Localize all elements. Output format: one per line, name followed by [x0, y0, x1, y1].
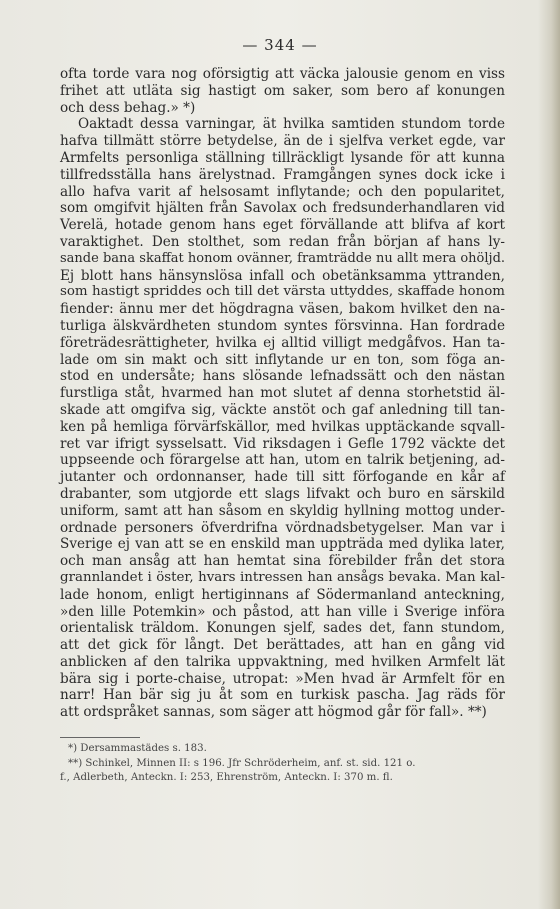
footnote-continuation: f., Adlerbeth, Anteckn. I: 253, Ehrenström, Anteckn. I: 370 m. fl.	[60, 772, 393, 783]
text-line: uniform, samt att han såsom en skyldig hyllning mottog under-	[60, 502, 505, 519]
text-line: ofta torde vara nog oförsigtig att väcka jalousie genom en viss	[60, 66, 505, 82]
footnote: **) Schinkel, Minnen II: s 196. Jfr Schröderheim, anf. st. sid. 121 o.	[68, 757, 416, 769]
text-line: som omgifvit hjälten från Savolax och fredsunderhandlaren vid	[60, 200, 505, 217]
text-line: hafva tillmätt större betydelse, än de i sjelfva verket egde, var	[60, 133, 505, 150]
text-line: lade honom, enligt hertiginnans af Södermanland anteckning,	[60, 586, 505, 603]
footnote-divider	[60, 737, 140, 738]
text-line: uppseende och förargelse att han, utom en talrik betjening, ad-	[60, 452, 505, 469]
text-line: Ej blott hans hänsynslösa infall och obetänksamma yttranden,	[60, 267, 505, 284]
text-line: »den lille Potemkin» och påstod, att han ville i Sverige införa	[60, 603, 505, 620]
text-line: frihet att utläta sig hastigt om saker, som bero af konungen	[60, 82, 505, 99]
text-line: bära sig i porte-chaise, utropat: »Men hvad är Armfelt för en	[60, 670, 505, 687]
text-line: furstliga ståt, hvarmed han mot slutet af denna storhetstid äl-	[60, 385, 505, 402]
footnotes	[60, 742, 505, 786]
text-line: jutanter och ordonnanser, hade till sitt förfogande en kår af	[60, 469, 505, 486]
text-line: varaktighet. Den stolthet, som redan från början af hans ly-	[60, 233, 505, 250]
text-line: och dess behag.» *)	[60, 99, 196, 116]
text-line: fiender: ännu mer det högdragna väsen, bakom hvilket den na-	[60, 301, 505, 318]
text-line: ordnade personers öfverdrifna vördnadsbetygelser. Man var i	[60, 519, 505, 536]
text-line: företrädesrättigheter, hvilka ej alltid villigt medgåfvos. Han ta-	[60, 334, 505, 351]
text-line: narr! Han bär sig ju åt som en turkisk pascha. Jag räds för	[60, 687, 505, 704]
body-text	[60, 66, 505, 721]
text-line: och man ansåg att han hemtat sina förebilder från det stora	[60, 553, 505, 570]
text-line: turliga älskvärdheten stundom syntes försvinna. Han fordrade	[60, 317, 505, 334]
page-edge-shadow	[538, 0, 560, 909]
text-line: grannlandet i öster, hvars intressen han ansågs bevaka. Man kal-	[60, 569, 505, 585]
footnote: *) Dersammastädes s. 183.	[68, 743, 207, 754]
text-line: Verelä, hotade genom hans eget förvällande att blifva af kort	[60, 217, 505, 234]
text-line: lade om sin makt och sitt inflytande ur en ton, som föga an-	[60, 351, 505, 368]
page-number: — 344 —	[242, 36, 318, 54]
text-line: som hastigt spriddes och till det värsta uttyddes, skaffade honom	[60, 284, 505, 300]
text-line: allo hafva varit af helsosamt inflytande; och den popularitet,	[60, 183, 505, 200]
text-line: stod en undersåte; hans slösande lefnadssätt och den nästan	[60, 368, 505, 385]
text-line: anblicken af den talrika uppvaktning, med hvilken Armfelt lät	[60, 653, 505, 670]
text-line: tillfredsställa hans ärelystnad. Framgången synes dock icke i	[60, 166, 505, 183]
text-line: skade att omgifva sig, väckte anstöt och gaf anledning till tan-	[60, 401, 505, 418]
text-line: Oaktadt dessa varningar, ät hvilka samtiden stundom torde	[78, 116, 505, 133]
text-line: ken på hemliga förvärfskällor, med hvilkas upptäckande sqvall-	[60, 418, 505, 435]
text-line: drabanter, som utgjorde ett slags lifvakt och buro en särskild	[60, 485, 505, 502]
text-line: sande bana skaffat honom ovänner, framträdde nu allt mera ohöljd.	[60, 250, 506, 266]
text-line: att ordspråket sannas, som säger att högmod går för fall». **)	[60, 704, 487, 721]
text-line: Armfelts personliga ställning tillräckligt lysande för att kunna	[60, 149, 505, 166]
text-line: orientalisk träldom. Konungen sjelf, sades det, fann stundom,	[60, 620, 505, 637]
text-line: Sverige ej van att se en enskild man uppträda med dylika later,	[60, 536, 505, 553]
text-line: ret var ifrigt sysselsatt. Vid riksdagen i Gefle 1792 väckte det	[60, 435, 505, 452]
text-line: att det gick för långt. Det berättades, att han en gång vid	[60, 637, 505, 654]
